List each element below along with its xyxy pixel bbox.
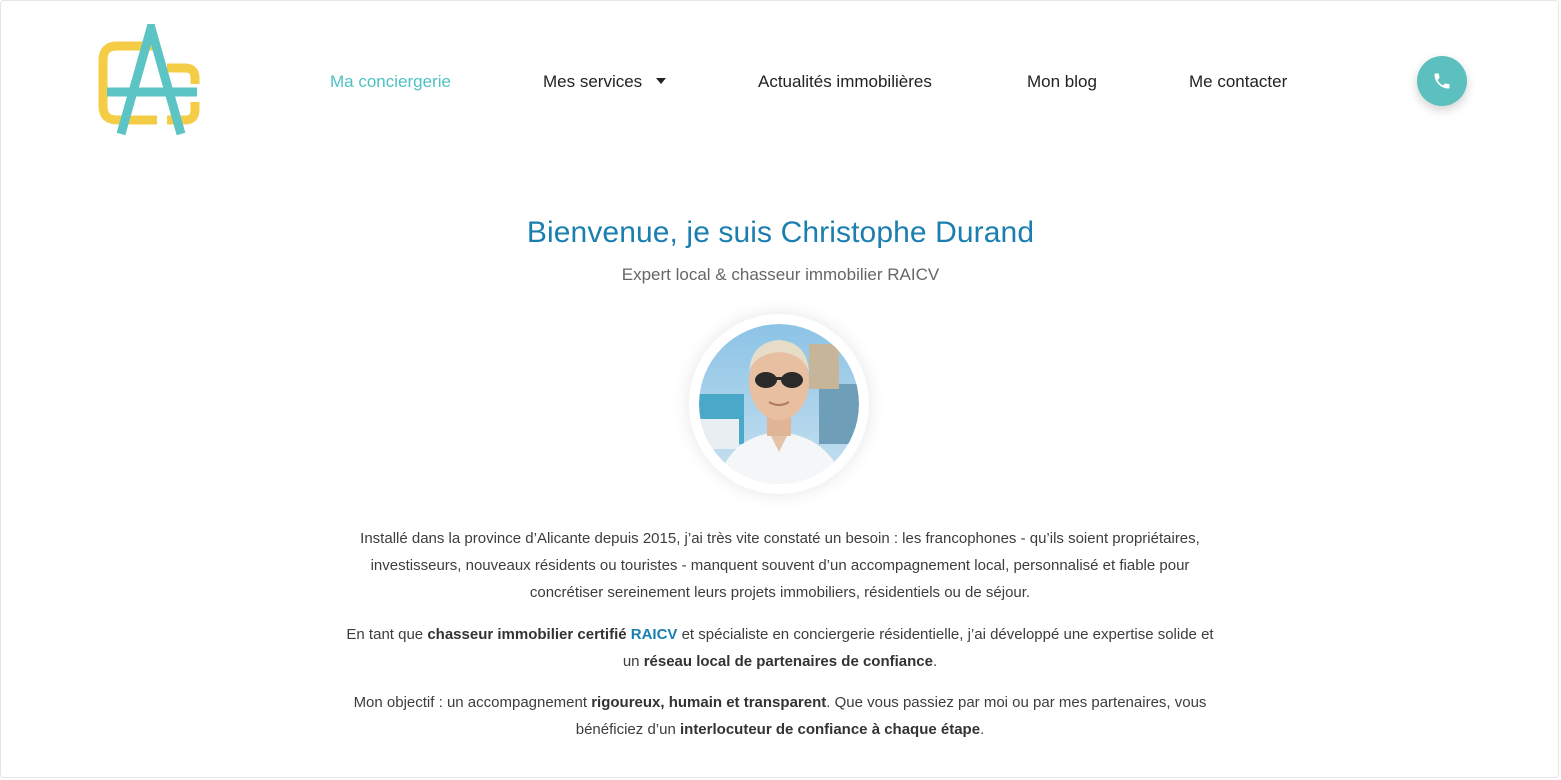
- nav-item-mon-blog[interactable]: [1027, 62, 1097, 102]
- portrait-photo: [699, 324, 859, 484]
- text-segment: et spécialiste en conciergerie résidentielle, j’ai développé une expertise solide et un: [622, 626, 1214, 670]
- page-subtitle: Expert local & chasseur immobilier RAICV: [621, 265, 940, 284]
- intro-paragraph: Installé dans la province d’Alicante depuis 2015, j’ai très vite constaté un besoin : les francophones - qu’ils soient propriétaires, investisseurs, nouveaux résidents ou touristes - manquent souvent d’un accompagnement local, personnalisé et fiable pour concrétiser sereinement leurs projets immobiliers, résidentiels ou de séjour.: [360, 530, 1200, 601]
- phone-icon: [1432, 71, 1452, 91]
- nav-item-ma-conciergerie[interactable]: [330, 62, 451, 102]
- nav-item-me-contacter[interactable]: [1189, 62, 1287, 102]
- page-title: Bienvenue, je suis Christophe Durand: [526, 216, 1035, 249]
- text-segment: .: [932, 653, 938, 670]
- text-segment: .: [980, 721, 985, 738]
- text-segment: Mon objectif : un accompagnement: [353, 694, 592, 711]
- avatar: [689, 314, 869, 494]
- phone-button[interactable]: [1417, 56, 1467, 106]
- nav-item-label: Mon blog: [1027, 72, 1097, 91]
- raicv-link[interactable]: RAICV: [630, 626, 678, 643]
- bold-text: chasseur immobilier certifié: [427, 626, 627, 643]
- text-segment: En tant que: [346, 626, 428, 643]
- nav-item-label: Ma conciergerie: [330, 72, 451, 91]
- text-segment: . Que vous passiez par moi ou par mes partenaires, vous bénéficiez d’un: [575, 694, 1207, 738]
- nav-item-label: Mes services: [543, 72, 643, 91]
- nav-item-actualites[interactable]: [758, 62, 932, 102]
- expertise-paragraph: [345, 621, 1215, 675]
- nav-item-label: Me contacter: [1189, 72, 1288, 91]
- site-logo[interactable]: [97, 24, 201, 140]
- nav-item-mes-services[interactable]: [543, 62, 666, 102]
- objective-paragraph: [345, 689, 1215, 743]
- bold-text: réseau local de partenaires de confiance: [643, 653, 933, 670]
- caret-down-icon: [656, 78, 666, 84]
- nav-item-label: Actualités immobilières: [758, 72, 932, 91]
- bold-text: rigoureux, humain et transparent: [591, 694, 827, 711]
- bold-text: interlocuteur de confiance à chaque étape: [679, 721, 981, 738]
